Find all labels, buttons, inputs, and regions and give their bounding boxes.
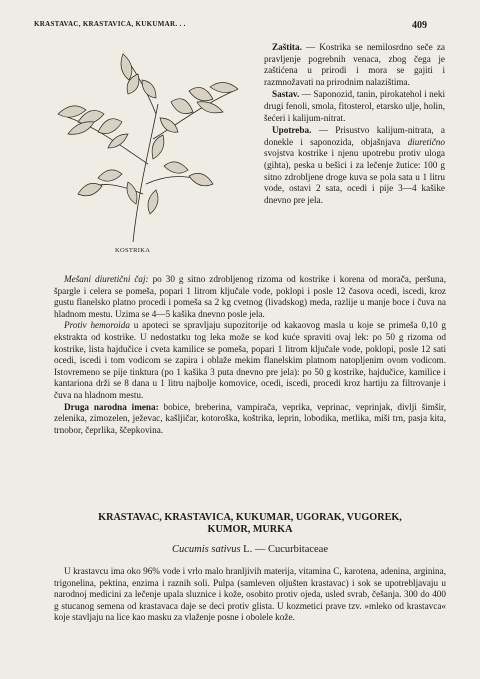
lead-term: Zaštita. <box>272 42 302 52</box>
running-head: KRASTAVAC, KRASTAVICA, KUKUMAR. . . <box>34 20 186 28</box>
paragraph-text: — Kostrika se nemilosrdno seče za pravljenje pogrebnih venaca, zbog čega je zaštićena u prirodi i mora se gajiti i razmnožavati na prirodnim nalazištima. <box>264 42 445 87</box>
paragraph-text: po 30 g sitno zdrobljenog rizoma od kostrike i korena od morača, peršuna, špargle i celera se pomeša, popari 1 litrom ključale vode, poklopi i posle 12 časova ocedi, iscedi, kroz gustu flanelsko platno procedi i pomeša sa 2 kg cvetnog (livadskog) meda, razlije u manje boce i čuva na hladnom mestu. Uzima se 4—5 kašika dnevno posle jela. <box>54 274 446 319</box>
paragraph-upotreba <box>264 125 445 206</box>
italic-term: Protiv hemoroida <box>64 320 130 331</box>
lead-term: Sastav. <box>272 89 300 100</box>
paragraph-hemorrhoids <box>54 320 446 401</box>
paragraph-text: — Prisustvo kalijum-nitrata, a donekle i saponozida, objašnjava <box>264 125 445 147</box>
italic-term: diuretično <box>407 136 445 147</box>
paragraph-text: u apoteci se spravljaju supozitorije od kakaovog masla u koje se primeša 0,10 g ekstrakta od kostrike. U nedostatku tog leka može se kod kuće spraviti ovaj lek: po 50 g rizoma od kostrike, lista hajdučice i cveta kamilice se pomeša, popari 1 litrom ključale vode, poklopi, posle 12 sati ocedi, iscedi i tom vodicom se zapira i oblaže mekim flanelskim platnom natopljenim ovom vodicom. Istovremeno se pije tinktura (po 1 kašika 3 puta dnevno pre jela): po 50 g kostrike, hajdučice, kamilice i kantariona drži se 8 dana u 1 litru najbolje komovice, ocedi, iscedi, procedi kroz hartiju za filtrovanje i čuva na hladnom mestu. <box>54 320 446 400</box>
latin-species: Cucumis sativus <box>171 544 241 555</box>
paragraph-other-names <box>54 402 446 437</box>
paragraph-krastavac: U krastavcu ima oko 96% vode i vrlo malo hranljivih materija, vitamina C, karotena, adenina, arginina, trigonelina, pektina, enzima i raznih soli. Pulpa (samleven oljušten krastavac) i sok se upotrebljavaju u narodnoj medicini za lečenje upala sluznice i kože, osobito protiv ojeda, usled svrab, češanja. 300 do 400 g stucanog semena od krastavaca daje se deci protiv glista. U kozmetici prave tzv. »mleko od krastavca« koje stavljaju na lice kao masku za vlaženje posne i obolele kože. <box>54 566 446 623</box>
full-width-text <box>54 274 446 436</box>
kostrika-plant-illustration <box>38 44 258 244</box>
figure-caption: KOSTRIKA <box>115 247 151 254</box>
latin-family: L. — Cucurbitaceae <box>240 544 328 555</box>
paragraph-text: svojstva kostrike i njenu upotrebu protiv uloga (gihta), peska u bešici i za lečenje žutice: 100 g sitno zdrobljene droge kuva se pola sata u 1 litru vode, ostavi 2 sata, ocedi i pije 3—4 kašike dnevno pre jela. <box>264 148 445 205</box>
side-column <box>264 42 445 207</box>
paragraph-text: bobice, breberina, vampirača, veprika, veprinac, veprinjak, divlji šimšir, zelenika, zimozelen, ježevac, kašljičar, kotoroška, koštrika, leprin, lobodika, metlika, miši trn, pasja kita, trnobor, čeprlika, ščepkovina. <box>54 401 446 435</box>
latin-name <box>54 544 446 555</box>
section-intro <box>54 566 446 624</box>
lead-term: Druga narodna imena: <box>64 401 159 412</box>
paragraph-zastita <box>264 42 445 88</box>
page-number: 409 <box>412 20 427 31</box>
lead-term: Upotreba. <box>272 125 312 136</box>
paragraph-sastav <box>264 89 445 124</box>
heading-line: KUMOR, MURKA <box>207 524 293 535</box>
italic-term: Mešani diuretični čaj: <box>64 274 149 284</box>
paragraph-text: — Saponozid, tanin, pirokatehol i neki drugi fenoli, smola, fitosterol, etarsko ulje, holin, šećeri i kalijum-nitrat. <box>264 89 445 123</box>
paragraph-diuretic-tea <box>54 274 446 320</box>
heading-line: KRASTAVAC, KRASTAVICA, KUKUMAR, UGORAK, VUGOREK, <box>98 512 402 523</box>
section-heading <box>54 512 446 536</box>
